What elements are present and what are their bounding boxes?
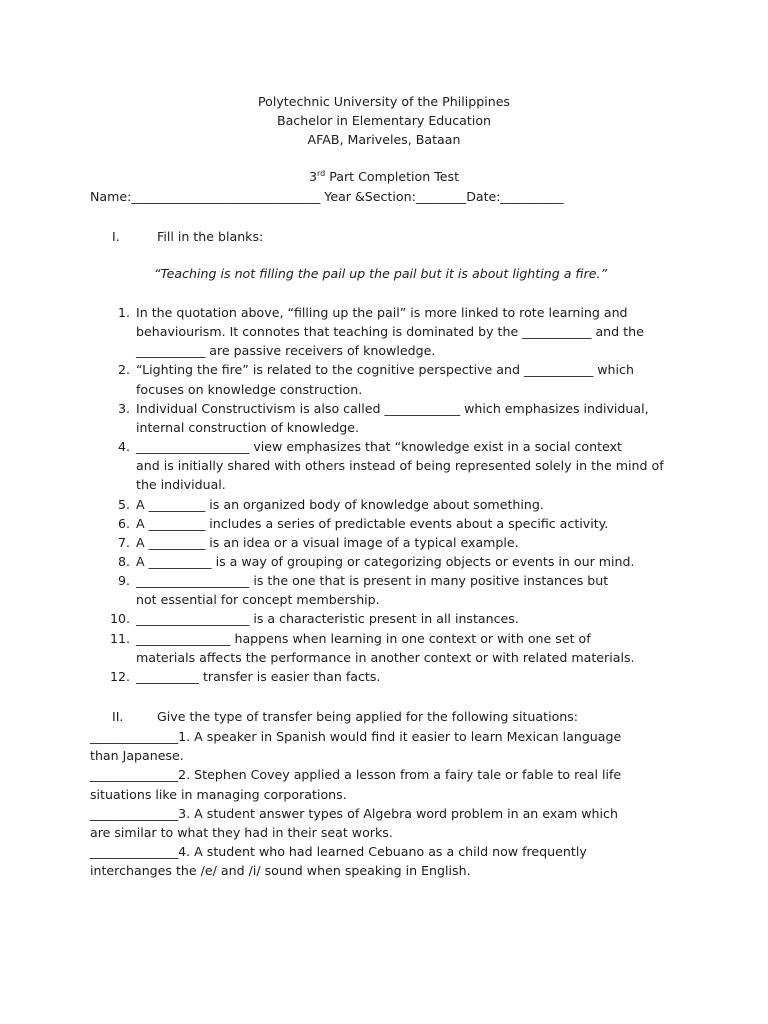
situation-line: than Japanese. [90,748,184,764]
part2-instruction: Give the type of transfer being applied for the following situations: [157,709,579,724]
item-text-line: A __________ is a way of grouping or categorizing objects or events in our mind. [136,553,635,569]
item-text-line: __________________ view emphasizes that “knowledge exist in a social context [136,439,622,455]
situation-line: ______________1. A speaker in Spanish would find it easier to learn Mexican language [90,729,622,744]
item-text-line: not essential for concept membership. [136,592,380,608]
test-title-text: Part Completion Test [325,169,460,184]
item-number: 11. [109,630,130,646]
part1-instruction: Fill in the blanks: [157,229,264,244]
test-ordinal: 3 [308,169,317,184]
item-text-line: and is initially shared with others instead of being represented solely in the mind of [136,458,664,474]
item-number: 6. [117,515,130,531]
item-text-line: In the quotation above, “filling up the pail” is more linked to rote learning and [136,305,628,320]
item-number: 1. [117,305,130,320]
item-number: 4. [117,439,130,455]
campus-location: AFAB, Mariveles, Bataan [307,132,461,147]
item-number: 8. [117,553,130,569]
situation-line: interchanges the /e/ and /i/ sound when speaking in English. [90,863,471,879]
item-number: 7. [117,534,130,550]
situation-line: ______________3. A student answer types of Algebra word problem in an exam which [90,805,618,821]
item-number: 12. [109,668,130,684]
university-name: Polytechnic University of the Philippines [258,94,510,109]
program-name: Bachelor in Elementary Education [276,113,492,128]
situation-line: ______________4. A student who had learned Cebuano as a child now frequently [90,844,587,860]
quotation: “Teaching is not filling the pail up the pail but it is about lighting a fire.” [154,266,608,281]
name-section-date-line: Name:______________________________ Year &Section:________Date:__________ [90,189,564,204]
part2-roman: II. [112,709,124,724]
item-text-line: materials affects the performance in another context or with related materials. [136,649,635,665]
item-text-line: A _________ includes a series of predictable events about a specific activity. [136,515,609,531]
test-ordinal-suffix: rd [316,168,326,178]
item-number: 10. [109,611,130,627]
test-title [0,167,768,186]
situation-line: ______________2. Stephen Covey applied a lesson from a fairy tale or fable to real life [90,767,622,783]
item-text-line: the individual. [136,477,226,493]
item-text-line: __________________ is the one that is present in many positive instances but [136,573,609,589]
item-text-line: A _________ is an organized body of knowledge about something. [136,496,544,512]
item-text-line: behaviourism. It connotes that teaching is dominated by the ___________ and the [136,324,644,340]
item-text-line: __________________ is a characteristic present in all instances. [136,611,519,627]
situation-line: situations like in managing corporations. [90,786,347,802]
item-number: 9. [117,573,130,589]
item-number: 2. [117,362,130,378]
item-text-line: “Lighting the fire” is related to the cognitive perspective and ___________ which [136,362,634,378]
item-text-line: __________ transfer is easier than facts. [136,668,381,684]
item-text-line: Individual Constructivism is also called ____________ which emphasizes individual, [136,400,649,416]
item-number: 3. [117,400,130,416]
part1-roman: I. [112,229,120,244]
item-text-line: _______________ happens when learning in one context or with one set of [136,630,591,646]
item-text-line: focuses on knowledge construction. [136,381,363,397]
item-text-line: internal construction of knowledge. [136,419,360,435]
situation-line: are similar to what they had in their seat works. [90,825,393,840]
item-number: 5. [117,496,130,512]
item-text-line: ___________ are passive receivers of knowledge. [136,343,436,359]
item-text-line: A _________ is an idea or a visual image of a typical example. [136,534,519,550]
